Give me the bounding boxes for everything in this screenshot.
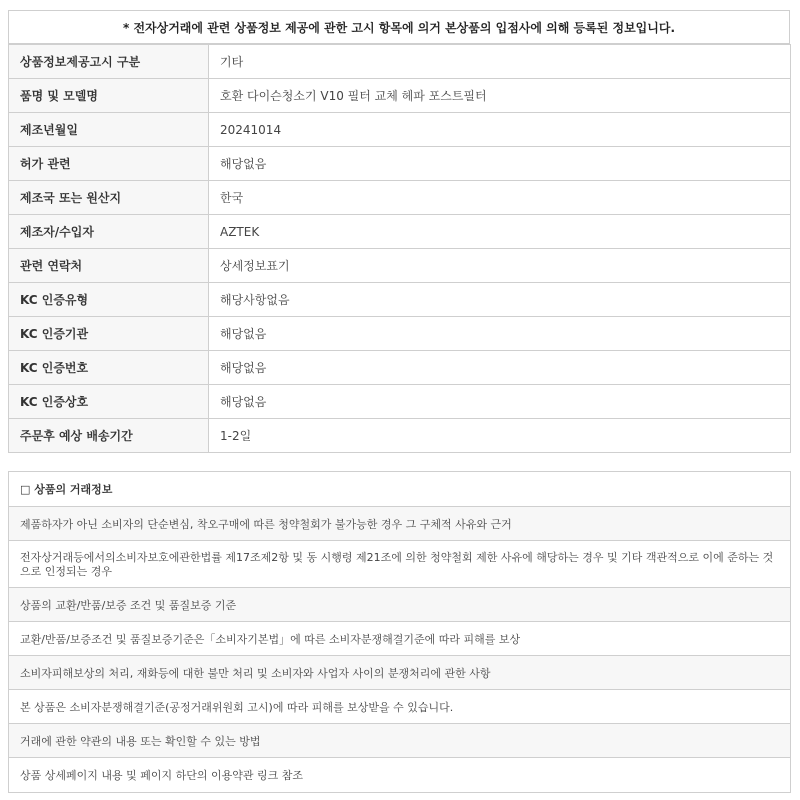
trade-answer: 상품 상세페이지 내용 및 페이지 하단의 이용약관 링크 참조 bbox=[9, 758, 790, 792]
table-row bbox=[9, 283, 791, 317]
table-row bbox=[9, 419, 791, 453]
table-row bbox=[9, 113, 791, 147]
info-label: KC 인증번호 bbox=[9, 351, 209, 385]
info-label: KC 인증유형 bbox=[9, 283, 209, 317]
info-value: 해당없음 bbox=[209, 147, 791, 181]
table-row bbox=[9, 317, 791, 351]
table-row bbox=[9, 249, 791, 283]
info-label: 허가 관련 bbox=[9, 147, 209, 181]
table-row bbox=[9, 351, 791, 385]
info-label: 품명 및 모델명 bbox=[9, 79, 209, 113]
info-label: KC 인증상호 bbox=[9, 385, 209, 419]
info-label: 관련 연락처 bbox=[9, 249, 209, 283]
info-value: 해당사항없음 bbox=[209, 283, 791, 317]
trade-question: 소비자피해보상의 처리, 재화등에 대한 불만 처리 및 소비자와 사업자 사이의 분쟁처리에 관한 사항 bbox=[9, 656, 790, 690]
legal-notice: * 전자상거래에 관련 상품정보 제공에 관한 고시 항목에 의거 본상품의 입점사에 의해 등록된 정보입니다. bbox=[8, 10, 790, 44]
info-value: 상세정보표기 bbox=[209, 249, 791, 283]
table-row bbox=[9, 147, 791, 181]
info-label: 제조년월일 bbox=[9, 113, 209, 147]
trade-answer: 전자상거래등에서의소비자보호에관한법률 제17조제2항 및 동 시행령 제21조에 의한 청약철회 제한 사유에 해당하는 경우 및 기타 객관적으로 이에 준하는 것으로 인정되는 경우 bbox=[9, 541, 790, 588]
info-label: 상품정보제공고시 구분 bbox=[9, 45, 209, 79]
info-label: 주문후 예상 배송기간 bbox=[9, 419, 209, 453]
info-value: 호환 다이슨청소기 V10 필터 교체 헤파 포스트필터 bbox=[209, 79, 791, 113]
trade-question: 거래에 관한 약관의 내용 또는 확인할 수 있는 방법 bbox=[9, 724, 790, 758]
info-label: KC 인증기관 bbox=[9, 317, 209, 351]
info-label: 제조국 또는 원산지 bbox=[9, 181, 209, 215]
table-row bbox=[9, 79, 791, 113]
product-info-table bbox=[8, 44, 791, 453]
info-value: 20241014 bbox=[209, 113, 791, 147]
table-row bbox=[9, 215, 791, 249]
info-value: 기타 bbox=[209, 45, 791, 79]
trade-question: 제품하자가 아닌 소비자의 단순변심, 착오구매에 따른 청약철회가 불가능한 경우 그 구체적 사유와 근거 bbox=[9, 507, 790, 541]
table-row bbox=[9, 385, 791, 419]
table-row bbox=[9, 45, 791, 79]
trade-info-title: □ 상품의 거래정보 bbox=[9, 472, 790, 507]
trade-info-section bbox=[8, 471, 791, 793]
trade-answer: 본 상품은 소비자분쟁해결기준(공정거래위원회 고시)에 따라 피해를 보상받을 수 있습니다. bbox=[9, 690, 790, 724]
table-row bbox=[9, 181, 791, 215]
info-value: 1-2일 bbox=[209, 419, 791, 453]
info-value: AZTEK bbox=[209, 215, 791, 249]
trade-answer: 교환/반품/보증조건 및 품질보증기준은「소비자기본법」에 따른 소비자분쟁해결기준에 따라 피해를 보상 bbox=[9, 622, 790, 656]
info-value: 해당없음 bbox=[209, 385, 791, 419]
info-value: 해당없음 bbox=[209, 317, 791, 351]
info-value: 해당없음 bbox=[209, 351, 791, 385]
trade-question: 상품의 교환/반품/보증 조건 및 품질보증 기준 bbox=[9, 588, 790, 622]
info-value: 한국 bbox=[209, 181, 791, 215]
info-label: 제조자/수입자 bbox=[9, 215, 209, 249]
